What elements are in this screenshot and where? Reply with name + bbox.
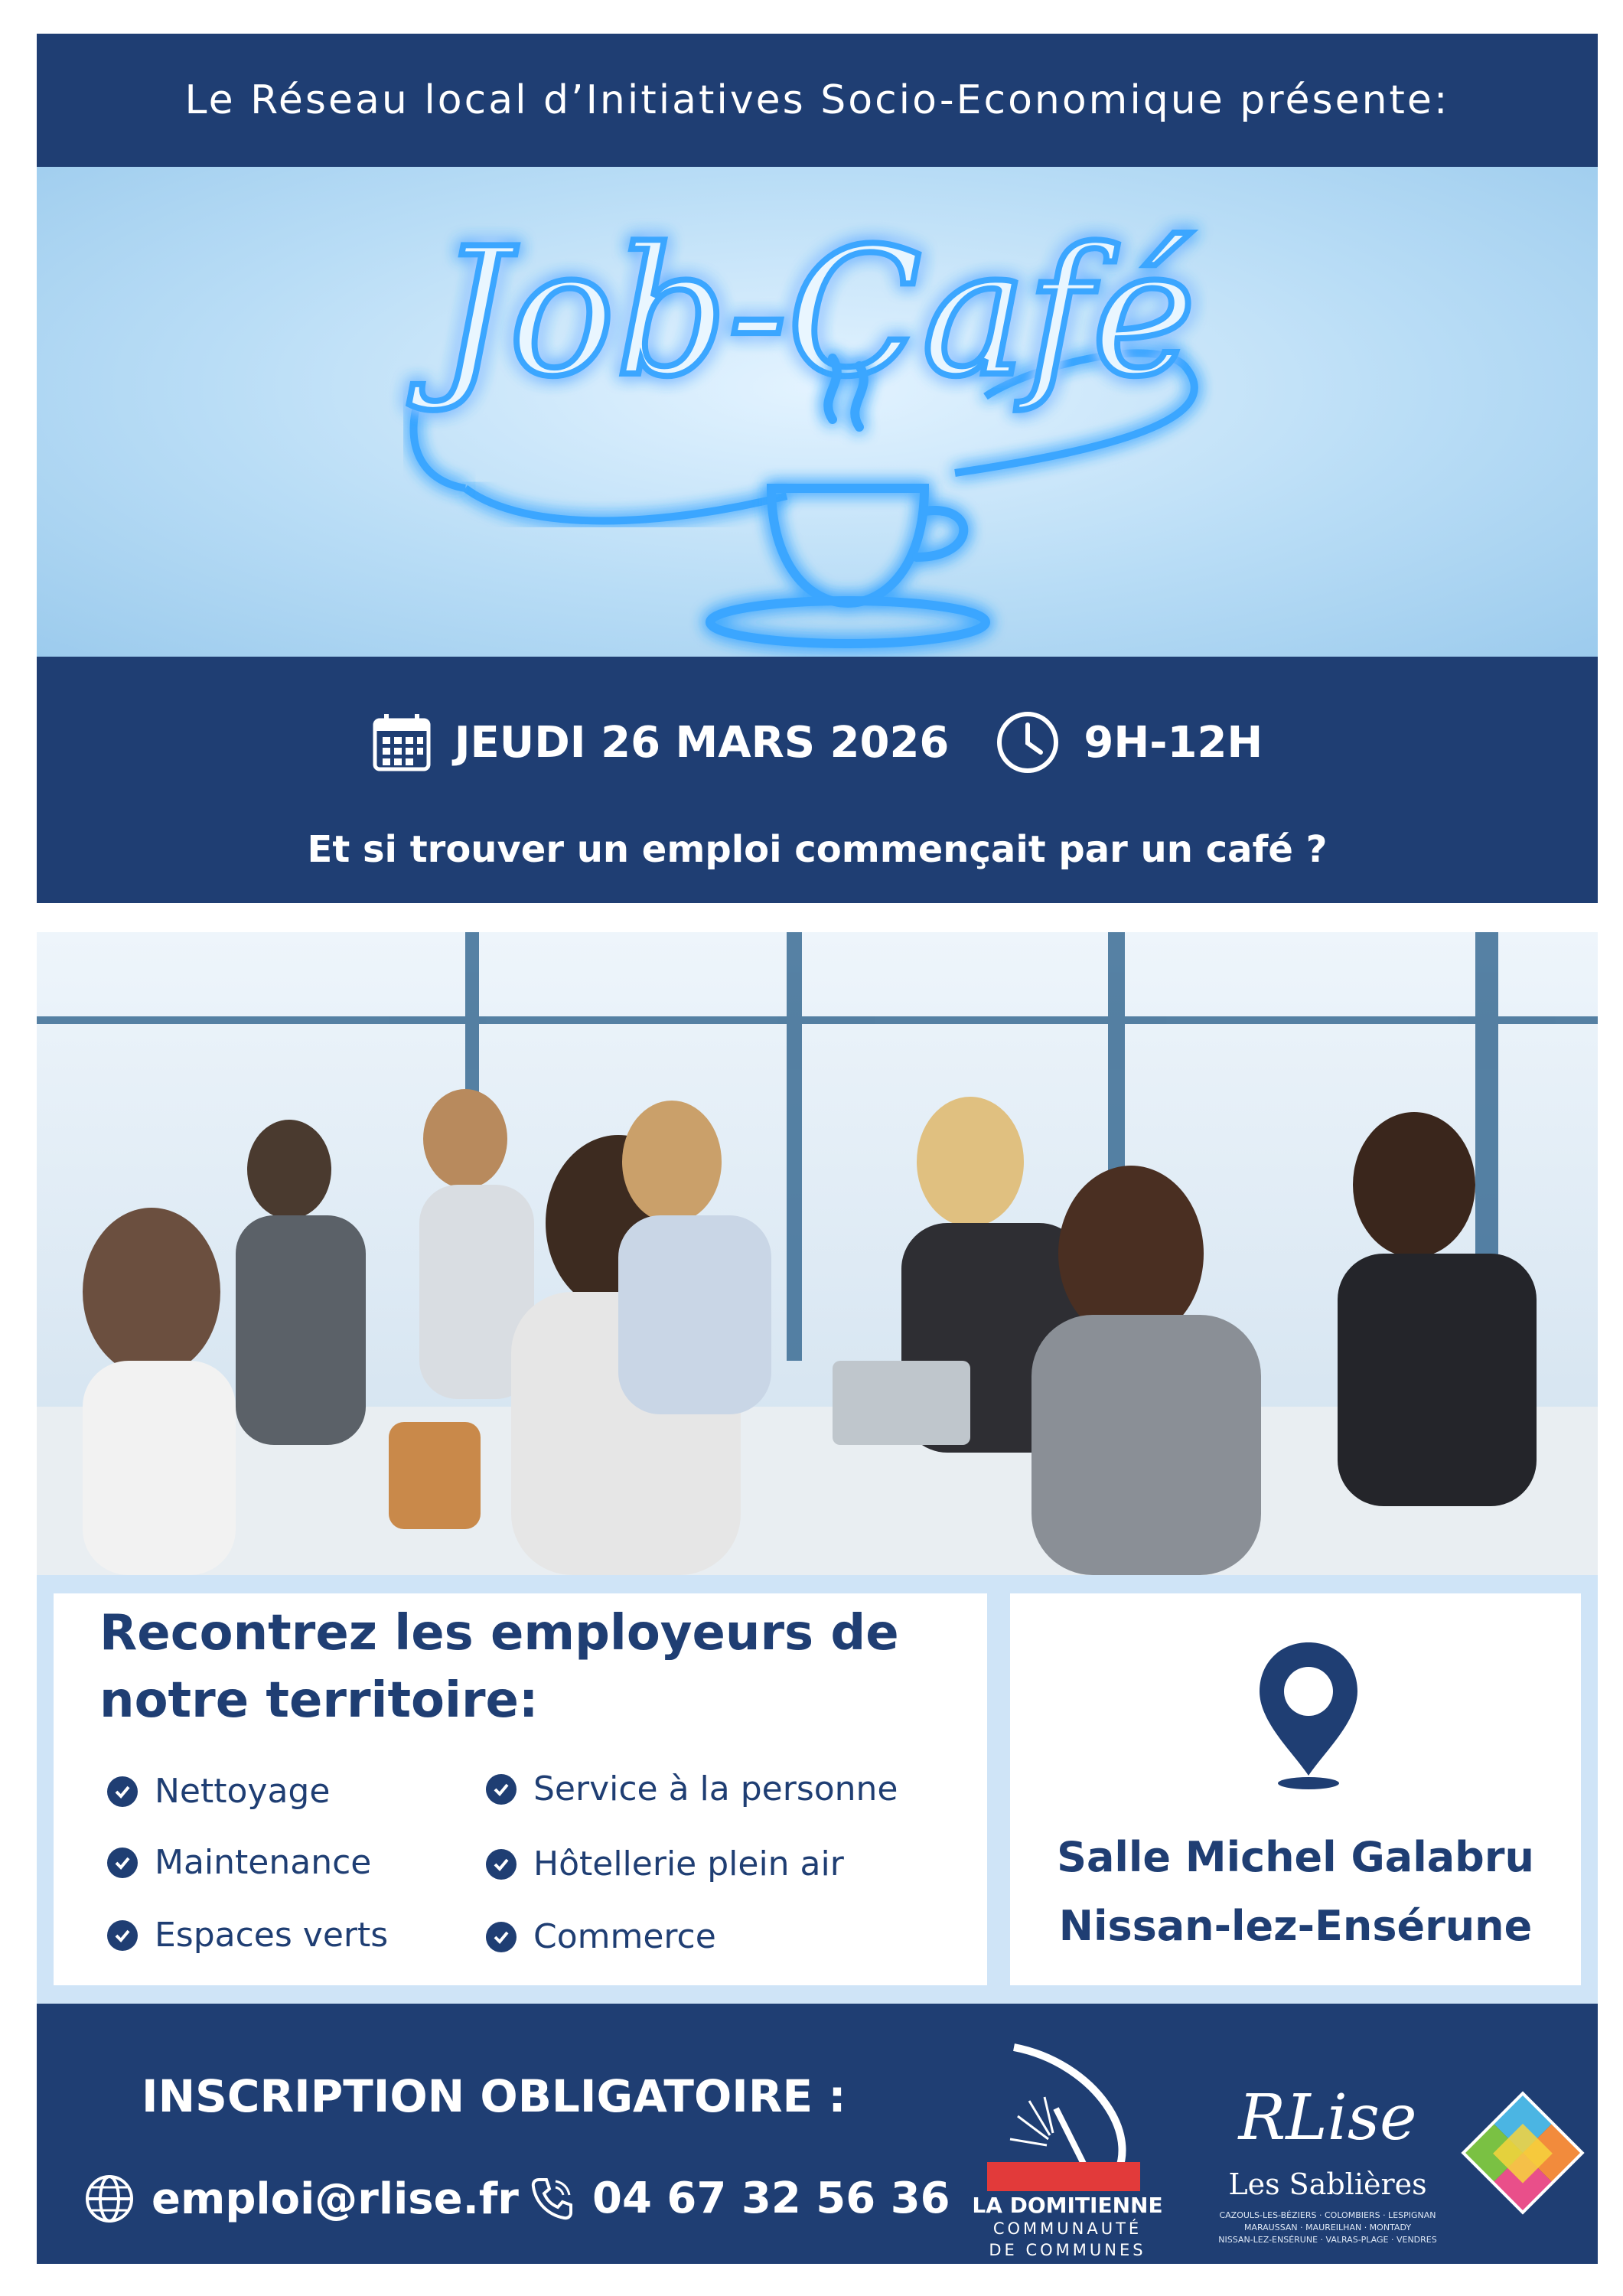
- rlise-subtitle: Les Sablières: [1228, 2167, 1427, 2201]
- calendar-icon: [372, 713, 432, 772]
- phone-number[interactable]: 04 67 32 56 36: [592, 2174, 950, 2223]
- sector-label: Espaces verts: [155, 1916, 389, 1955]
- event-time: 9H-12H: [1084, 717, 1263, 768]
- domitienne-subtitle: DE COMMUNES: [989, 2241, 1146, 2259]
- employers-title: Recontrez les employeurs de notre territoire:: [99, 1605, 899, 1729]
- domitienne-subtitle: COMMUNAUTÉ: [992, 2219, 1142, 2238]
- sector-label: Service à la personne: [533, 1769, 898, 1808]
- puzzle-logo-icon: [1458, 2088, 1588, 2218]
- phone-contact[interactable]: [528, 2174, 950, 2223]
- check-circle-icon: [486, 1849, 517, 1880]
- check-circle-icon: [486, 1922, 517, 1952]
- rlise-logo-text: RLise: [1238, 2082, 1417, 2154]
- check-circle-icon: [107, 1848, 138, 1878]
- sector-item: [107, 1916, 388, 1955]
- location-pin-icon: [1255, 1638, 1362, 1791]
- sector-label: Maintenance: [155, 1843, 372, 1882]
- sector-item: [107, 1772, 330, 1811]
- domitienne-name: LA DOMITIENNE: [972, 2193, 1163, 2218]
- rlise-towns: CAZOULS-LES-BÉZIERS · COLOMBIERS · LESPIGNAN: [1219, 2210, 1436, 2220]
- phone-icon: [528, 2175, 575, 2223]
- email-link[interactable]: emploi@rlise.fr: [152, 2174, 519, 2224]
- venue-town: Nissan-lez-Ensérune: [1058, 1902, 1533, 1950]
- event-date-row: [37, 696, 1598, 788]
- venue-name: Salle Michel Galabru: [1057, 1833, 1534, 1881]
- rlise-towns: MARAUSSAN · MAUREILHAN · MONTADY: [1243, 2223, 1412, 2232]
- rlise-towns: NISSAN-LEZ-ENSÉRUNE · VALRAS-PLAGE · VENDRES: [1218, 2235, 1437, 2245]
- meeting-photo: [37, 932, 1598, 1575]
- clock-icon: [995, 709, 1061, 775]
- hero-title: Job-Café: [438, 211, 1196, 416]
- check-circle-icon: [107, 1776, 138, 1807]
- presenter-text: Le Réseau local d’Initiatives Socio-Economique présente:: [184, 77, 1450, 123]
- globe-icon: [84, 2174, 135, 2224]
- sector-label: Commerce: [533, 1917, 716, 1956]
- sector-item: [486, 1844, 844, 1883]
- registration-label: INSCRIPTION OBLIGATOIRE :: [142, 2070, 846, 2122]
- sector-item: [486, 1769, 898, 1808]
- hero-neon-sign: [37, 167, 1598, 657]
- event-tagline: Et si trouver un emploi commençait par un café ?: [307, 828, 1328, 871]
- check-circle-icon: [486, 1774, 517, 1805]
- sector-item: [107, 1843, 371, 1882]
- check-circle-icon: [107, 1920, 138, 1951]
- email-contact[interactable]: [84, 2174, 519, 2224]
- sector-label: Hôtellerie plein air: [533, 1844, 844, 1883]
- sector-item: [486, 1917, 716, 1956]
- sector-label: Nettoyage: [155, 1772, 331, 1811]
- event-date: JEUDI 26 MARS 2026: [454, 717, 950, 768]
